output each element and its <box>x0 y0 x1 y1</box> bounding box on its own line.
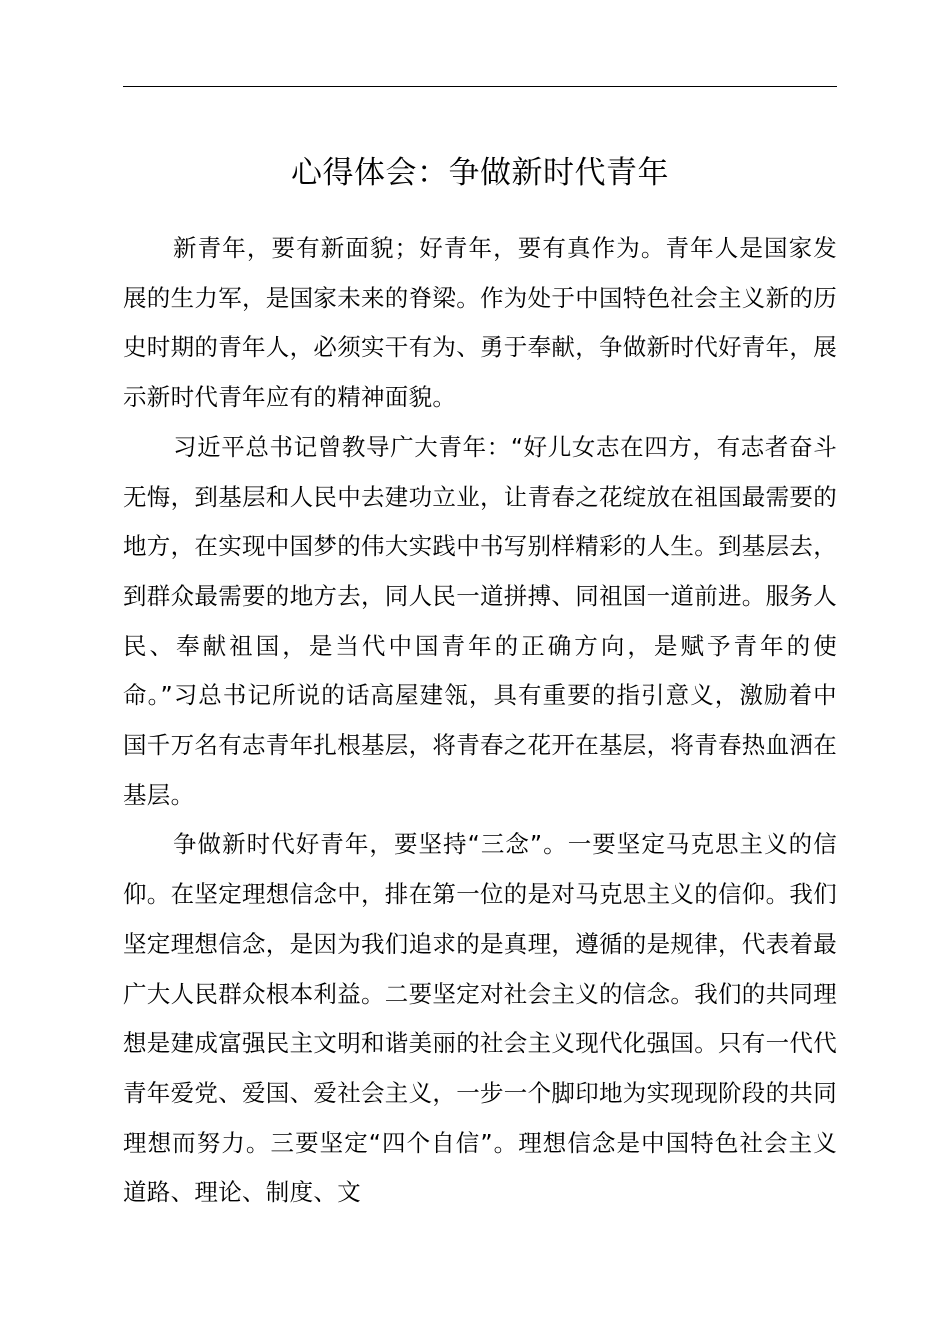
paragraph-2: 习近平总书记曾教导广大青年：“好儿女志在四方，有志者奋斗无悔，到基层和人民中去建功立业，让青春之花绽放在祖国最需要的地方，在实现中国梦的伟大实践中书写别样精彩的人生。到基层去，到群众最需要的地方去，同人民一道拼搏、同祖国一道前进。服务人民、奉献祖国，是当代中国青年的正确方向，是赋予青年的使命。”习总书记所说的话高屋建瓴，具有重要的指引意义，激励着中国千万名有志青年扎根基层，将青春之花开在基层，将青春热血洒在基层。 <box>123 432 837 809</box>
paragraph-3: 争做新时代好青年，要坚持“三念”。一要坚定马克思主义的信仰。在坚定理想信念中，排在第一位的是对马克思主义的信仰。我们坚定理想信念，是因为我们追求的是真理，遵循的是规律，代表着最广大人民群众根本利益。二要坚定对社会主义的信念。我们的共同理想是建成富强民主文明和谐美丽的社会主义现代化强国。只有一代代青年爱党、爱国、爱社会主义，一步一个脚印地为实现现阶段的共同理想而努力。三要坚定“四个自信”。理想信念是中国特色社会主义道路、理论、制度、文 <box>123 830 837 1207</box>
document-title: 心得体会：争做新时代青年 <box>291 155 669 191</box>
header-rule <box>123 86 837 87</box>
paragraph-1: 新青年，要有新面貌；好青年，要有真作为。青年人是国家发展的生力军，是国家未来的脊梁。作为处于中国特色社会主义新的历史时期的青年人，必须实干有为、勇于奉献，争做新时代好青年，展示新时代青年应有的精神面貌。 <box>123 234 837 412</box>
document-body <box>123 224 837 1218</box>
